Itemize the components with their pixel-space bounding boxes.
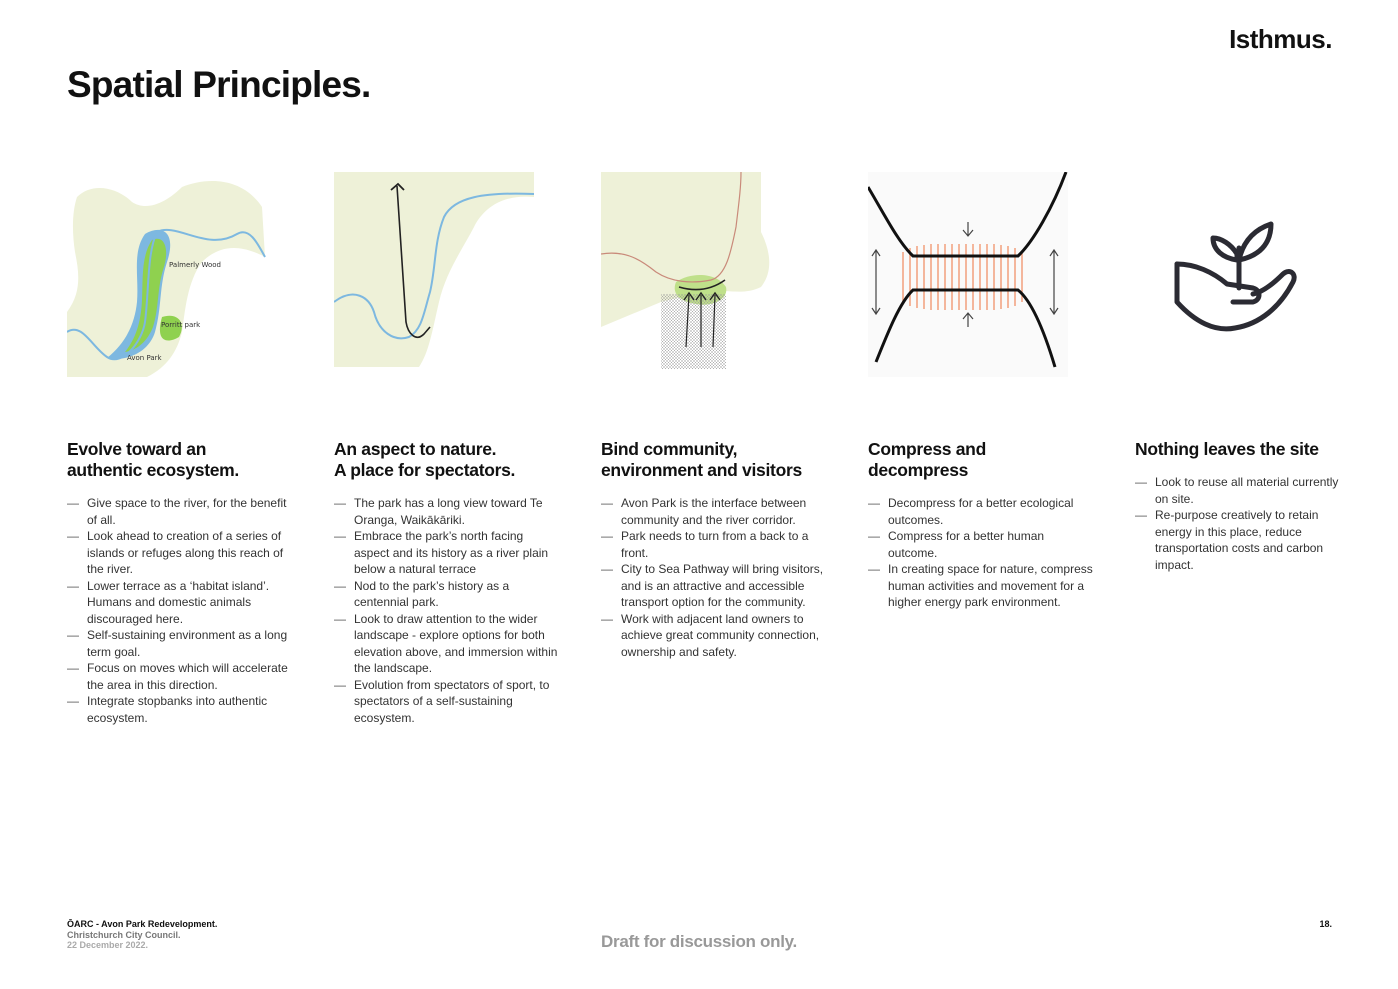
principle-bullets-2 — [334, 495, 601, 726]
bullet-item: — Lower terrace as a ‘habitat island’. Humans and domestic animals discouraged here. — [67, 578, 292, 628]
bullet-item: — Embrace the park’s north facing aspect and its history as a river plain below a natural terrace — [334, 528, 559, 578]
principle-column-1 — [67, 172, 334, 726]
bullet-item: — City to Sea Pathway will bring visitors, and is an attractive and accessible transport option for the community. — [601, 561, 826, 611]
bullet-item: — Compress for a better human outcome. — [868, 528, 1093, 561]
draft-notice: Draft for discussion only. — [601, 932, 797, 951]
principle-bullets-5 — [1135, 474, 1342, 573]
bullet-item: — Give space to the river, for the benefit of all. — [67, 495, 292, 528]
bullet-item: — Integrate stopbanks into authentic ecosystem. — [67, 693, 292, 726]
bullet-item: — Look to draw attention to the wider landscape - explore options for both elevation above, and immersion within the landscape. — [334, 611, 559, 677]
page-title: Spatial Principles. — [67, 64, 371, 105]
footer-date: 22 December 2022. — [67, 940, 149, 950]
bullet-item: — Look ahead to creation of a series of islands or refuges along this reach of the river. — [67, 528, 292, 578]
footer-project: ŌARC - Avon Park Redevelopment. — [67, 919, 218, 929]
footer-client: Christchurch City Council. — [67, 929, 181, 940]
bullet-item: — Decompress for a better ecological outcomes. — [868, 495, 1093, 528]
hand-plant-icon — [1135, 172, 1335, 377]
principle-heading-2: An aspect to nature. A place for spectators. — [334, 439, 516, 480]
principle-bullets-1 — [67, 495, 334, 726]
principles-columns — [67, 172, 1342, 726]
compress-diagram — [868, 172, 1068, 377]
bullet-item: — Avon Park is the interface between community and the river corridor. — [601, 495, 826, 528]
principle-column-3 — [601, 172, 868, 726]
bullet-item: — Nod to the park’s history as a centennial park. — [334, 578, 559, 611]
principle-heading-4: Compress and decompress — [868, 439, 986, 480]
bullet-item: — Evolution from spectators of sport, to spectators of a self-sustaining ecosystem. — [334, 677, 559, 727]
principle-bullets-3 — [601, 495, 868, 660]
community-link-map — [601, 172, 801, 377]
principle-heading-1: Evolve toward an authentic ecosystem. — [67, 439, 239, 480]
map-label-palmerly: Palmerly Wood — [169, 261, 221, 269]
principle-heading-3: Bind community, environment and visitors — [601, 439, 802, 480]
map-label-avon: Avon Park — [127, 354, 162, 362]
map-label-porritt: Porritt park — [161, 321, 201, 329]
brand-logo: Isthmus. — [1229, 24, 1332, 54]
river-ecosystem-map — [67, 172, 267, 377]
page-number: 18. — [1319, 919, 1332, 929]
bullet-item: — Re-purpose creatively to retain energy in this place, reduce transportation costs and carbon impact. — [1135, 507, 1342, 573]
principle-heading-5: Nothing leaves the site — [1135, 439, 1319, 459]
bullet-item: — The park has a long view toward Te Oranga, Waikākāriki. — [334, 495, 559, 528]
principle-column-2 — [334, 172, 601, 726]
view-line-map — [334, 172, 534, 377]
bullet-item: — Work with adjacent land owners to achieve great community connection, ownership and safety. — [601, 611, 826, 661]
bullet-item: — Focus on moves which will accelerate the area in this direction. — [67, 660, 292, 693]
bullet-item: — Park needs to turn from a back to a front. — [601, 528, 826, 561]
bullet-item: — Self-sustaining environment as a long term goal. — [67, 627, 292, 660]
principle-column-5 — [1135, 172, 1342, 726]
principle-bullets-4 — [868, 495, 1135, 611]
bullet-item: — Look to reuse all material currently on site. — [1135, 474, 1342, 507]
bullet-item: — In creating space for nature, compress human activities and movement for a higher energy park environment. — [868, 561, 1093, 611]
principle-column-4 — [868, 172, 1135, 726]
